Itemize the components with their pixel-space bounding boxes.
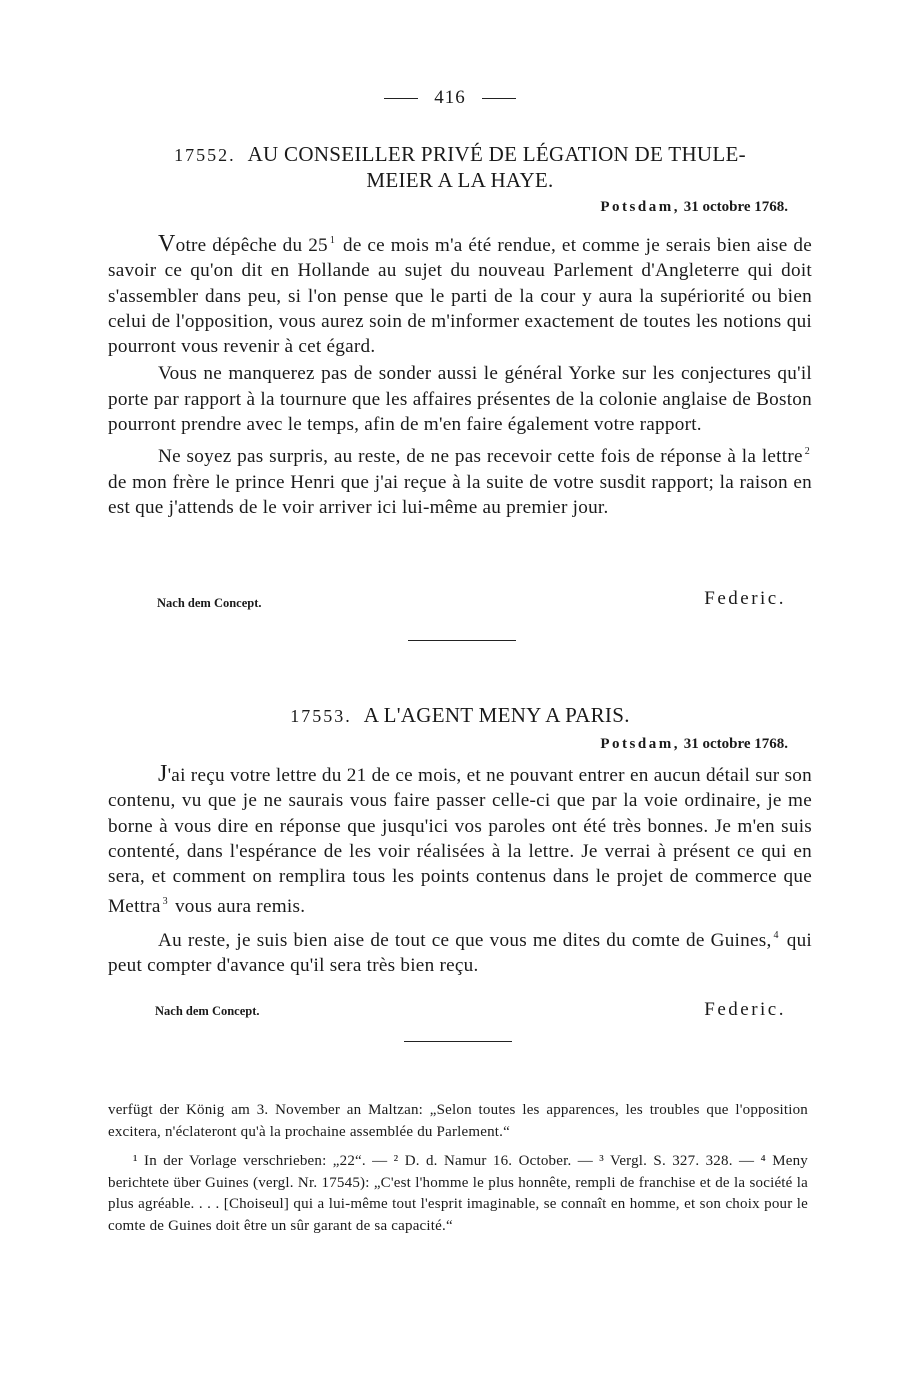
- letter-1-heading-line1: [108, 142, 812, 168]
- letter-2-heading: [108, 703, 812, 729]
- footnote-ref-3[interactable]: 3: [162, 896, 168, 908]
- page-number-dash-left: [384, 98, 418, 99]
- letter-2-paragraph-2: [108, 923, 812, 979]
- footnote-ref-2[interactable]: 2: [804, 446, 810, 458]
- letter-2-signature: Federic.: [704, 999, 786, 1020]
- letter-1-place: Potsdam,: [600, 199, 680, 215]
- letter-2-number: 17553.: [290, 706, 352, 726]
- letter-1-paragraph-1: [108, 228, 812, 359]
- letter-1-paragraph-3-text-a: Ne soyez pas surpris, au reste, de ne pas recevoir cette fois de réponse à la lettre: [158, 446, 803, 468]
- letter-1-signature: Federic.: [704, 588, 786, 609]
- letter-1-body: [108, 228, 812, 520]
- letter-2-paragraph-2-text-a: Au reste, je suis bien aise de tout ce que vous me dites du comte de Guines,: [158, 929, 772, 951]
- letter-1-dateline: [600, 199, 788, 216]
- letter-2-title: A L'AGENT MENY A PARIS.: [363, 703, 630, 727]
- letter-1-title-line1: AU CONSEILLER PRIVÉ DE LÉGATION DE THULE-: [247, 142, 746, 166]
- letter-2-dropcap: J: [158, 761, 168, 787]
- footnotes: [108, 1100, 808, 1237]
- letter-2-date: 31 octobre 1768.: [683, 736, 788, 752]
- letter-2-paragraph-1: [108, 762, 812, 920]
- letter-1-title-line2: MEIER A LA HAYE.: [366, 168, 554, 192]
- letter-1-heading: [108, 142, 812, 193]
- letter-2-place: Potsdam,: [600, 736, 680, 752]
- letter-1-dropcap: V: [158, 231, 176, 257]
- footnote-notes: ¹ In der Vorlage verschrieben: „22“. — ² D. d. Namur 16. October. — ³ Vergl. S. 327. 328. — ⁴ Meny berichtete über Guines (vergl. Nr. 17545): „C'est l'homme le plus honnête, rempli de franchise et de la société la plus agréable. . . . [Choiseul] qui a lui-même tout l'esprit imaginable, se connaît en homme, et son choix pour le comte de Guines doit être un sûr garant de sa capacité.“: [108, 1153, 808, 1234]
- letter-2-paragraph-1-text-b: vous aura remis.: [169, 896, 306, 918]
- page-number-dash-right: [482, 98, 516, 99]
- letter-1-paragraph-3: [108, 439, 812, 520]
- footnote-ref-4[interactable]: 4: [773, 929, 779, 941]
- letter-2-paragraph-1-text-a: 'ai reçu votre lettre du 21 de ce mois, et ne pouvant entrer en aucun détail sur son contenu, vu que je ne saurais vous faire passer celle-ci que par la voie ordinaire, je me borne à vous dire en réponse que jusqu'ici vos paroles ont été très bonnes. Je m'en suis contenté, dans l'espérance de les voir réalisées à la lettre. Je verrai à présent ce qui en sera, et comment on remplira tous les points contenus dans le projet de commerce que Mettra: [108, 765, 812, 918]
- footnote-continuation: verfügt der König am 3. November an Maltzan: „Selon toutes les apparences, les troubles que l'opposition excitera, n'éclateront qu'à la prochaine assemblée du Parlement.“: [108, 1102, 808, 1140]
- footnote-ref-1[interactable]: 1: [329, 235, 336, 246]
- letter-2-source: Nach dem Concept.: [155, 1004, 260, 1018]
- letter-1-paragraph-3-text-b: de mon frère le prince Henri que j'ai reçue à la suite de votre susdit rapport; la raison en est que j'attends de le voir arriver ici lui-même au premier jour.: [108, 471, 812, 518]
- letter-1-source: Nach dem Concept.: [157, 596, 262, 610]
- letter-1-paragraph-1-text-b: de ce mois m'a été rendue, et comme je serais bien aise de savoir ce qu'on dit en Hollande au sujet du nouveau Parlement d'Angleterre qui doit s'assembler dans peu, si l'on pense que le parti de la cour y aura la supériorité ou bien celui de l'opposition, vous aurez soin de m'informer exactement de toutes les notions qui pourront vous revenir à cet égard.: [108, 235, 812, 358]
- letter-2-paragraph-2-text-b: qui peut compter d'avance qu'il sera très bien reçu.: [108, 929, 812, 977]
- page-number-value: 416: [434, 87, 466, 108]
- letter-1-number: 17552.: [174, 145, 236, 165]
- separator-rule-2: [404, 1041, 512, 1042]
- letter-2-body: [108, 762, 812, 978]
- page-number: [0, 87, 900, 109]
- letter-1-date: 31 octobre 1768.: [683, 199, 788, 215]
- letter-1-paragraph-1-text-a: otre dépêche du 25: [175, 235, 328, 256]
- letter-1-paragraph-2: Vous ne manquerez pas de sonder aussi le général Yorke sur les conjectures qu'il porte par rapport à la tournure que les affaires présentes de la colonie anglaise de Boston pourront prendre avec le temps, afin de m'en faire également votre rapport.: [108, 363, 812, 436]
- letter-2-dateline: [600, 736, 788, 753]
- separator-rule-1: [408, 640, 516, 641]
